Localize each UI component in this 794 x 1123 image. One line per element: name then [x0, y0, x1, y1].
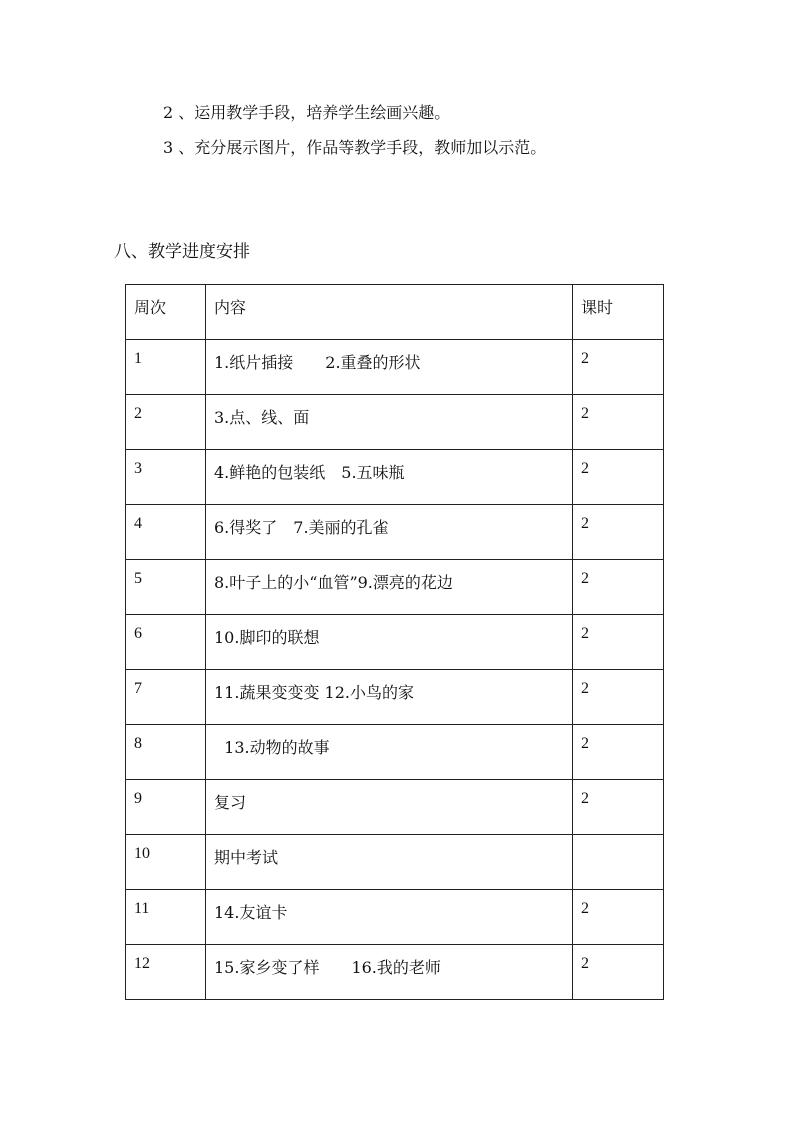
table-row [126, 725, 664, 780]
week-cell: 1 [126, 340, 206, 395]
week-cell: 6 [126, 615, 206, 670]
content-cell: 8.叶子上的小“血管”9.漂亮的花边 [206, 560, 573, 615]
table-row [126, 835, 664, 890]
schedule-table [125, 284, 664, 1000]
method-item-2: 2 、运用教学手段，培养学生绘画兴趣。 [163, 103, 451, 122]
content-cell: 6.得奖了 7.美丽的孔雀 [206, 505, 573, 560]
content-cell: 复习 [206, 780, 573, 835]
week-cell: 5 [126, 560, 206, 615]
hours-cell: 2 [573, 725, 664, 780]
week-cell: 11 [126, 890, 206, 945]
content-cell: 10.脚印的联想 [206, 615, 573, 670]
table-row [126, 615, 664, 670]
table-row [126, 450, 664, 505]
week-cell: 4 [126, 505, 206, 560]
table-row [126, 395, 664, 450]
content-cell: 14.友谊卡 [206, 890, 573, 945]
hours-cell: 2 [573, 615, 664, 670]
hours-cell [573, 835, 664, 890]
table-row [126, 670, 664, 725]
content-cell: 期中考试 [206, 835, 573, 890]
hours-cell: 2 [573, 560, 664, 615]
content-cell: 11.蔬果变变变 12.小鸟的家 [206, 670, 573, 725]
content-cell: 13.动物的故事 [206, 725, 573, 780]
header-content: 内容 [206, 285, 573, 340]
table-row [126, 780, 664, 835]
content-cell: 15.家乡变了样 16.我的老师 [206, 945, 573, 1000]
table-row [126, 890, 664, 945]
week-cell: 7 [126, 670, 206, 725]
section-heading: 八、教学进度安排 [114, 242, 250, 262]
method-item-3: 3 、充分展示图片，作品等教学手段，教师加以示范。 [163, 138, 547, 157]
week-cell: 2 [126, 395, 206, 450]
table-row [126, 340, 664, 395]
table-header-row [126, 285, 664, 340]
content-cell: 4.鲜艳的包装纸 5.五味瓶 [206, 450, 573, 505]
week-cell: 8 [126, 725, 206, 780]
hours-cell: 2 [573, 505, 664, 560]
week-cell: 3 [126, 450, 206, 505]
header-week: 周次 [126, 285, 206, 340]
header-hours: 课时 [573, 285, 664, 340]
hours-cell: 2 [573, 670, 664, 725]
week-cell: 12 [126, 945, 206, 1000]
hours-cell: 2 [573, 890, 664, 945]
table-row [126, 560, 664, 615]
hours-cell: 2 [573, 780, 664, 835]
content-cell: 3.点、线、面 [206, 395, 573, 450]
week-cell: 10 [126, 835, 206, 890]
hours-cell: 2 [573, 395, 664, 450]
hours-cell: 2 [573, 340, 664, 395]
hours-cell: 2 [573, 450, 664, 505]
week-cell: 9 [126, 780, 206, 835]
table-row [126, 505, 664, 560]
table-row [126, 945, 664, 1000]
hours-cell: 2 [573, 945, 664, 1000]
content-cell: 1.纸片插接 2.重叠的形状 [206, 340, 573, 395]
